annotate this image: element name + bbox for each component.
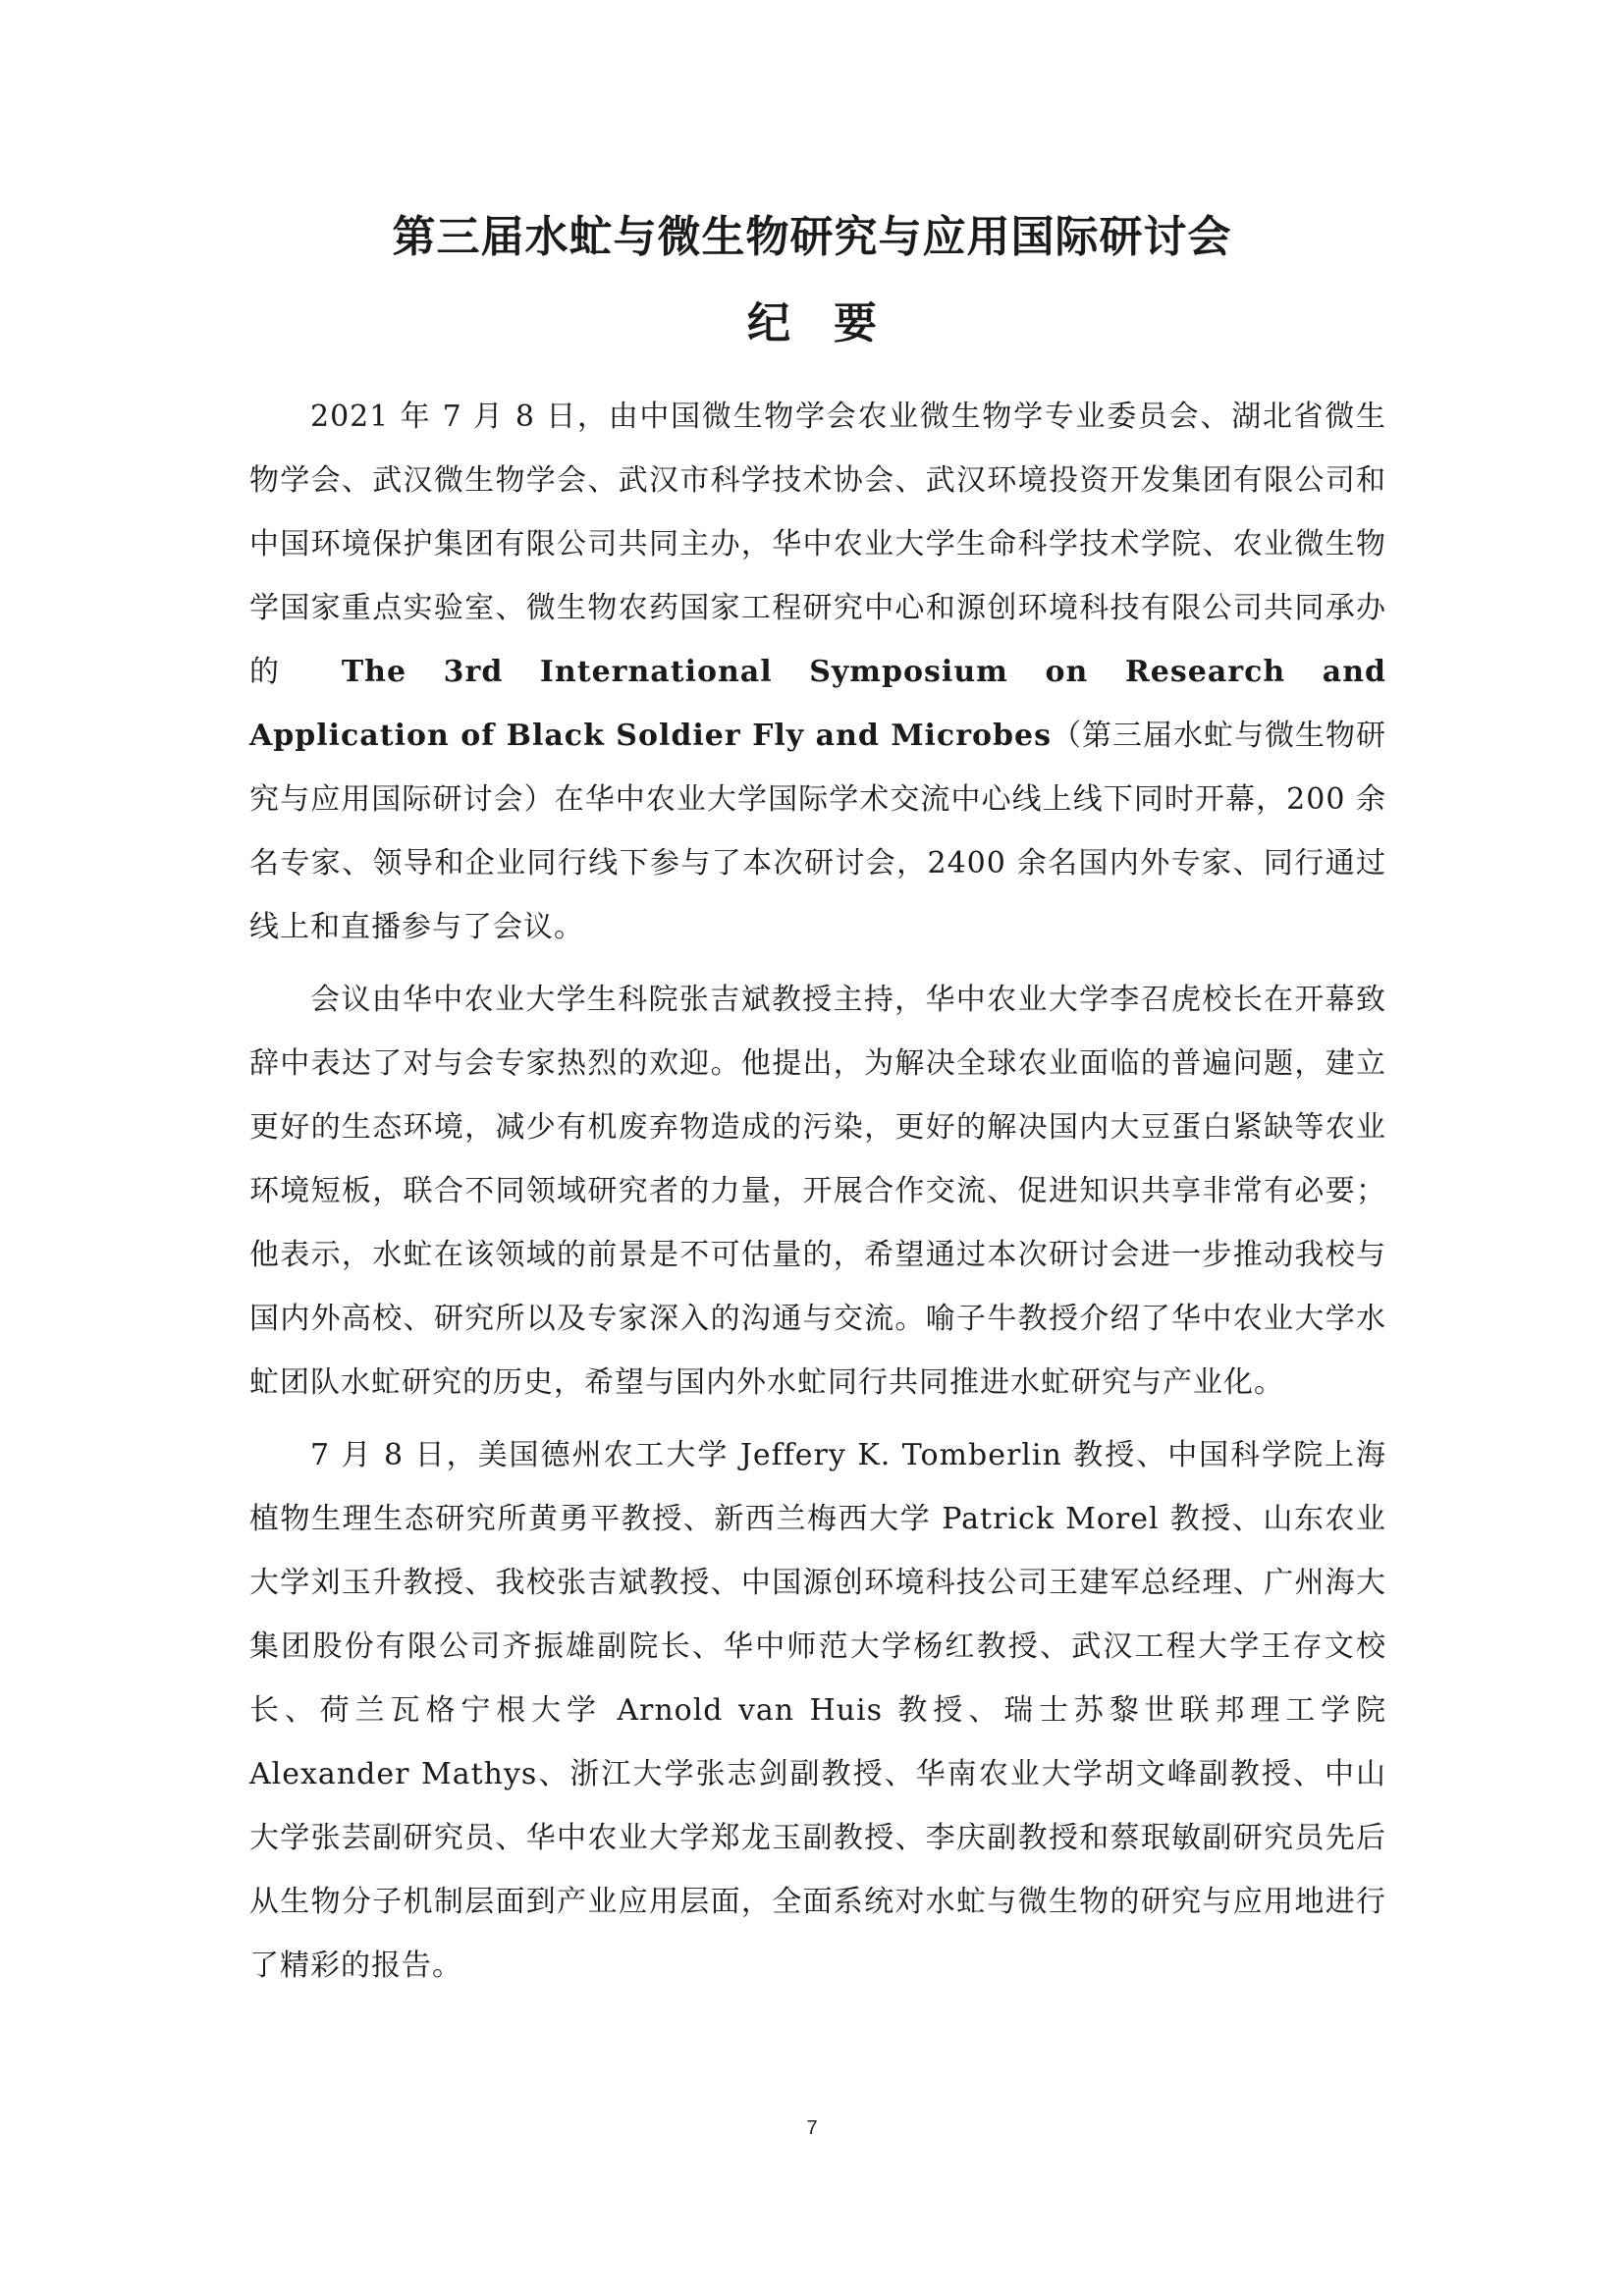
paragraph-reports: 7 月 8 日，美国德州农工大学 Jeffery K. Tomberlin 教授、中国科学院上海植物生理生态研究所黄勇平教授、新西兰梅西大学 Patrick Morel 教授、山东农业大学刘玉升教授、我校张吉斌教授、中国源创环境科技公司王建军总经理、广州海大集团股份有限公司齐振雄副院长、华中师范大学杨红教授、武汉工程大学王存文校长、荷兰瓦格宁根大学 Arnold van Huis 教授、瑞士苏黎世联邦理工学院 Alexander Mathys、浙江大学张志剑副教授、华南农业大学胡文峰副教授、中山大学张芸副研究员、华中农业大学郑龙玉副教授、李庆副教授和蔡珉敏副研究员先后从生物分子机制层面到产业应用层面，全面系统对水虻与微生物的研究与应用地进行了精彩的报告。 (249, 1438, 1386, 1983)
paragraph-opening (249, 385, 1386, 959)
document-subtitle (0, 296, 1624, 351)
paragraph-opening-ceremony: 会议由华中农业大学生科院张吉斌教授主持，华中农业大学李召虎校长在开幕致辞中表达了对与会专家热烈的欢迎。他提出，为解决全球农业面临的普遍问题，建立更好的生态环境，减少有机废弃物造成的污染，更好的解决国内大豆蛋白紧缺等农业环境短板，联合不同领域研究者的力量，开展合作交流、促进知识共享非常有必要；他表示，水虻在该领域的前景是不可估量的，希望通过本次研讨会进一步推动我校与国内外高校、研究所以及专家深入的沟通与交流。喻子牛教授介绍了华中农业大学水虻团队水虻研究的历史，希望与国内外水虻同行共同推进水虻研究与产业化。 (249, 983, 1386, 1400)
page-number: 7 (806, 2117, 818, 2139)
paragraph-opening-text: 2021 年 7 月 8 日，由中国微生物学会农业微生物学专业委员会、湖北省微生物学会、武汉微生物学会、武汉市科学技术协会、武汉环境投资开发集团有限公司和中国环境保护集团有限公司共同主办，华中农业大学生命科学技术学院、农业微生物学国家重点实验室、微生物农药国家工程研究中心和源创环境科技有限公司共同承办的 (249, 400, 1386, 689)
subtitle-char-1: 纪 (747, 298, 790, 348)
paragraph-opening-text-cont: （第三届水虻与微生物研究与应用国际研讨会）在华中农业大学国际学术交流中心线上线下同时开幕，200 余名专家、领导和企业同行线下参与了本次研讨会，2400 余名国内外专家、同行通过线上和直播参与了会议。 (249, 719, 1387, 944)
document-title: 第三届水虻与微生物研究与应用国际研讨会 (392, 212, 1232, 262)
document-body (249, 385, 1386, 1998)
subtitle-char-2: 要 (834, 298, 877, 348)
symposium-english-name: The 3rd International Symposium on Research and Application of Black Soldier Fly and Microbes (249, 655, 1386, 753)
